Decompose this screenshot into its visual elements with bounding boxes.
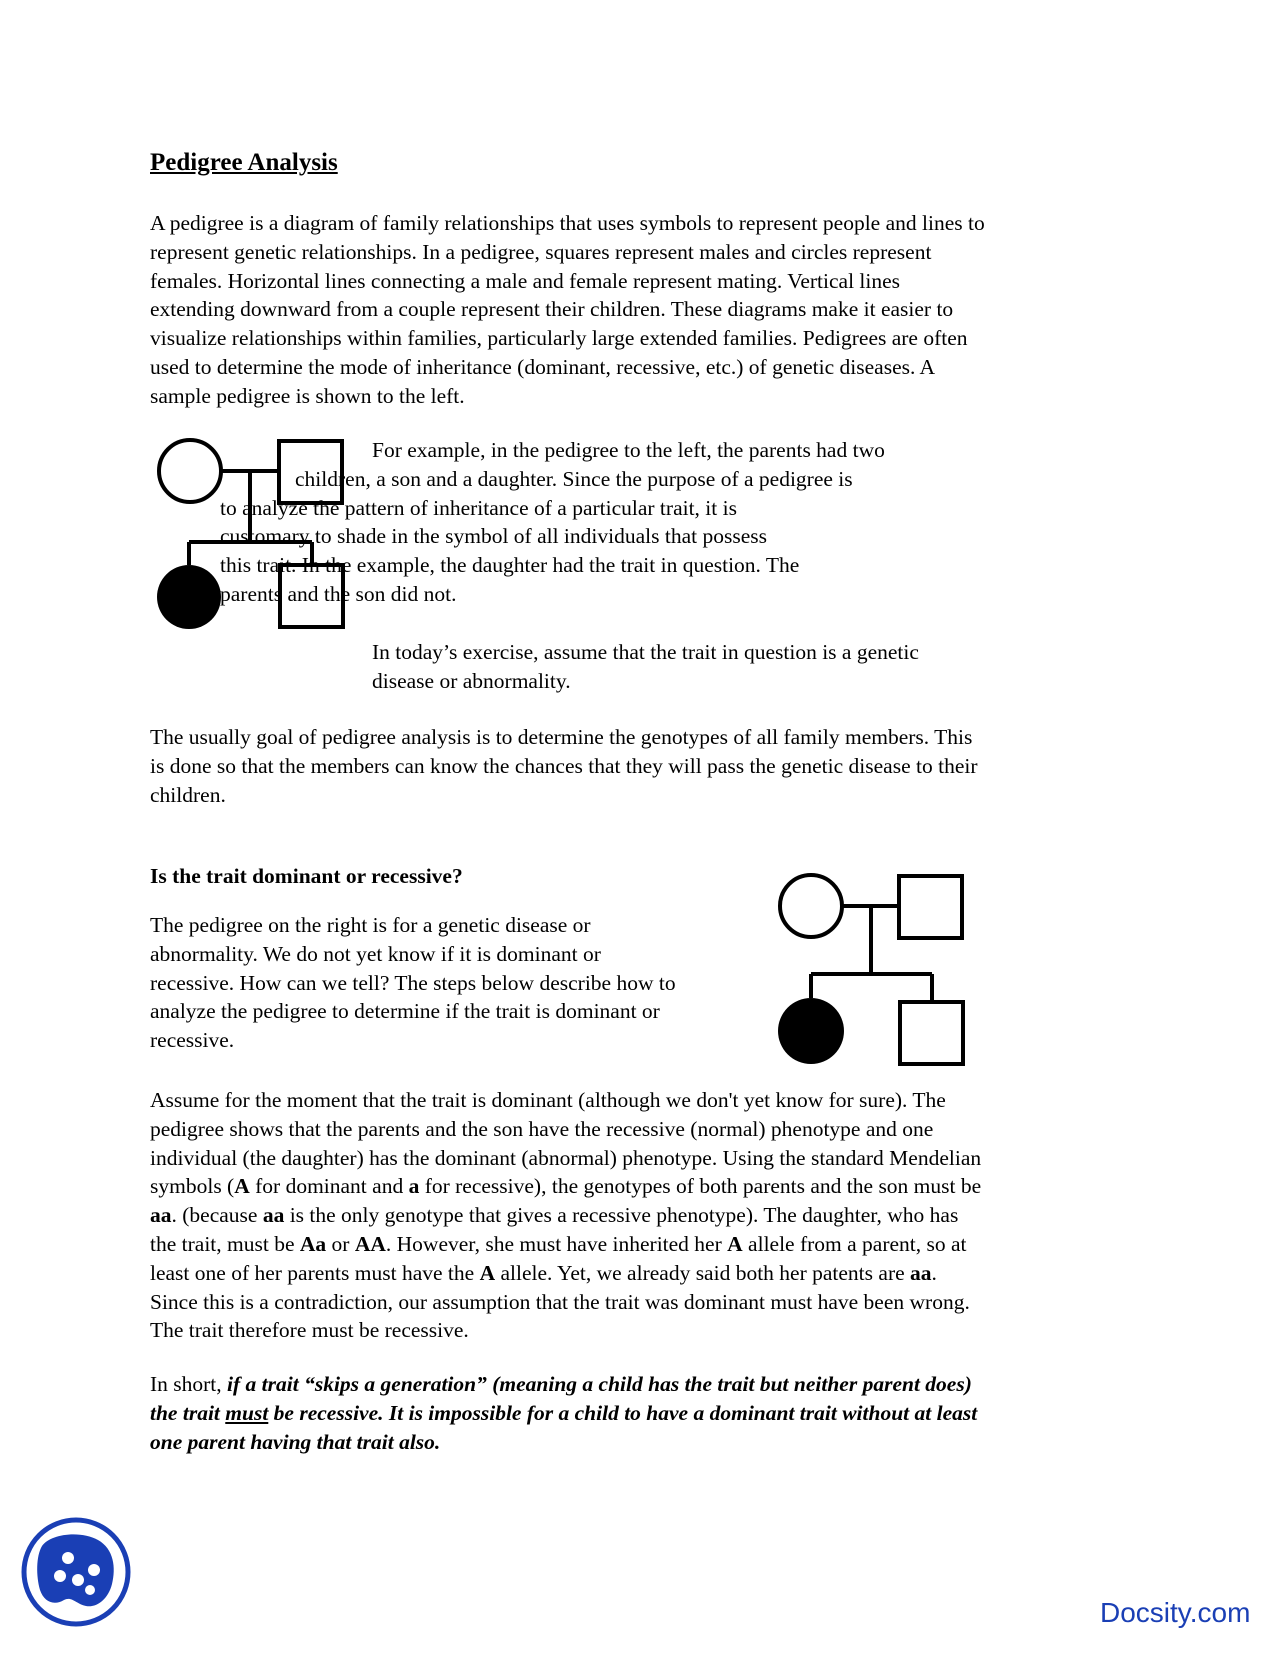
emphasis-must: must — [225, 1400, 269, 1425]
intro-line: used to determine the mode of inheritance (dominant, recessive, etc.) of genetic diseases. A — [150, 354, 936, 379]
assumption-line: The trait therefore must be recessive. — [150, 1318, 469, 1343]
assumption-line: Since this is a contradiction, our assumption that the trait was dominant must have been wrong. — [150, 1289, 970, 1314]
genotype-symbol: aa — [910, 1260, 932, 1285]
goal-line: The usually goal of pedigree analysis is to determine the genotypes of all family members. This — [150, 725, 973, 749]
assumption-paragraph — [150, 1086, 981, 1345]
genotype-symbol: A — [727, 1231, 743, 1256]
genotype-symbol: Aa — [299, 1231, 327, 1256]
conclusion-paragraph — [150, 1370, 977, 1456]
page-title: Pedigree Analysis — [150, 149, 338, 176]
question-line: recessive. How can we tell? The steps below describe how to — [150, 970, 676, 995]
question-line: recessive. — [150, 1028, 235, 1053]
right-pedigree-diagram — [778, 874, 978, 1074]
son-symbol — [900, 1002, 963, 1064]
father-symbol — [899, 876, 962, 938]
question-line: analyze the pedigree to determine if the trait is dominant or — [150, 999, 660, 1024]
genotype-symbol: a — [408, 1174, 420, 1199]
example-line: to analyze the pattern of inheritance of a particular trait, it is — [220, 495, 737, 520]
question-paragraph — [150, 911, 676, 1055]
conclusion-line-3: one parent having that trait also. — [150, 1429, 441, 1454]
section-heading: Is the trait dominant or recessive? — [150, 864, 463, 888]
assumption-line: aa. (because aa is the only genotype that gives a recessive phenotype). The daughter, who has — [150, 1203, 959, 1228]
assumption-line: pedigree shows that the parents and the son have the recessive (normal) phenotype and one — [150, 1116, 934, 1141]
genotype-symbol: A — [479, 1260, 496, 1285]
goal-paragraph — [150, 723, 978, 809]
intro-line: A pedigree is a diagram of family relationships that uses symbols to represent people and lines to — [150, 211, 985, 235]
genotype-symbol: aa — [262, 1203, 285, 1228]
genotype-symbol: AA — [354, 1231, 386, 1256]
question-line: abnormality. We do not yet know if it is dominant or — [150, 941, 601, 966]
goal-line: children. — [150, 782, 226, 807]
intro-line: represent genetic relationships. In a pedigree, squares represent males and circles represent — [150, 239, 932, 264]
example-paragraph — [220, 436, 885, 609]
genotype-symbol: A — [234, 1174, 250, 1199]
goal-line: is done so that the members can know the chances that they will pass the genetic disease to their — [150, 753, 978, 778]
intro-line: extending downward from a couple represent their children. These diagrams make it easier to — [150, 297, 954, 322]
assumption-line: individual (the daughter) has the dominant (abnormal) phenotype. Using the standard Mendelian — [150, 1145, 982, 1170]
docsity-logo-icon[interactable] — [20, 1516, 132, 1628]
intro-line: sample pedigree is shown to the left. — [150, 383, 465, 408]
example-line: parents and the son did not. — [220, 581, 457, 606]
conclusion-line-2-start: the trait — [150, 1400, 226, 1425]
example-line: For example, in the pedigree to the left, the parents had two — [372, 438, 885, 462]
exercise-line: disease or abnormality. — [372, 668, 571, 693]
assumption-line: symbols (A for dominant and a for recessive), the genotypes of both parents and the son must be — [150, 1174, 982, 1199]
conclusion-lead: In short, — [150, 1372, 228, 1396]
docsity-brand-link[interactable]: Docsity.com — [1100, 1597, 1251, 1628]
exercise-paragraph — [372, 638, 919, 696]
intro-line: visualize relationships within families, particularly large extended families. Pedigrees are often — [150, 326, 968, 351]
assumption-line: Assume for the moment that the trait is dominant (although we don't yet know for sure). The — [150, 1088, 946, 1112]
mother-symbol — [780, 875, 842, 937]
example-line: this trait. In the example, the daughter had the trait in question. The — [220, 553, 800, 578]
example-line: customary to shade in the symbol of all individuals that possess — [220, 524, 767, 549]
conclusion-line-1: if a trait “skips a generation” (meaning a child has the trait but neither parent does) — [227, 1372, 972, 1396]
assumption-line: the trait, must be Aa or AA. However, she must have inherited her A allele from a parent, so at — [150, 1231, 967, 1256]
affected-daughter-symbol — [157, 565, 221, 629]
mother-symbol — [159, 440, 221, 502]
affected-daughter-symbol — [778, 998, 844, 1064]
intro-paragraph — [150, 209, 985, 411]
exercise-line: In today’s exercise, assume that the trait in question is a genetic — [372, 640, 919, 664]
conclusion-line-2-end: be recessive. It is impossible for a child to have a dominant trait without at least — [268, 1400, 978, 1425]
example-line: children, a son and a daughter. Since the purpose of a pedigree is — [295, 466, 853, 491]
assumption-line: least one of her parents must have the A allele. Yet, we already said both her patents are aa. — [150, 1260, 937, 1285]
genotype-symbol: aa — [150, 1203, 172, 1228]
intro-line: females. Horizontal lines connecting a male and female represent mating. Vertical lines — [150, 268, 901, 293]
question-line: The pedigree on the right is for a genetic disease or — [150, 913, 591, 937]
